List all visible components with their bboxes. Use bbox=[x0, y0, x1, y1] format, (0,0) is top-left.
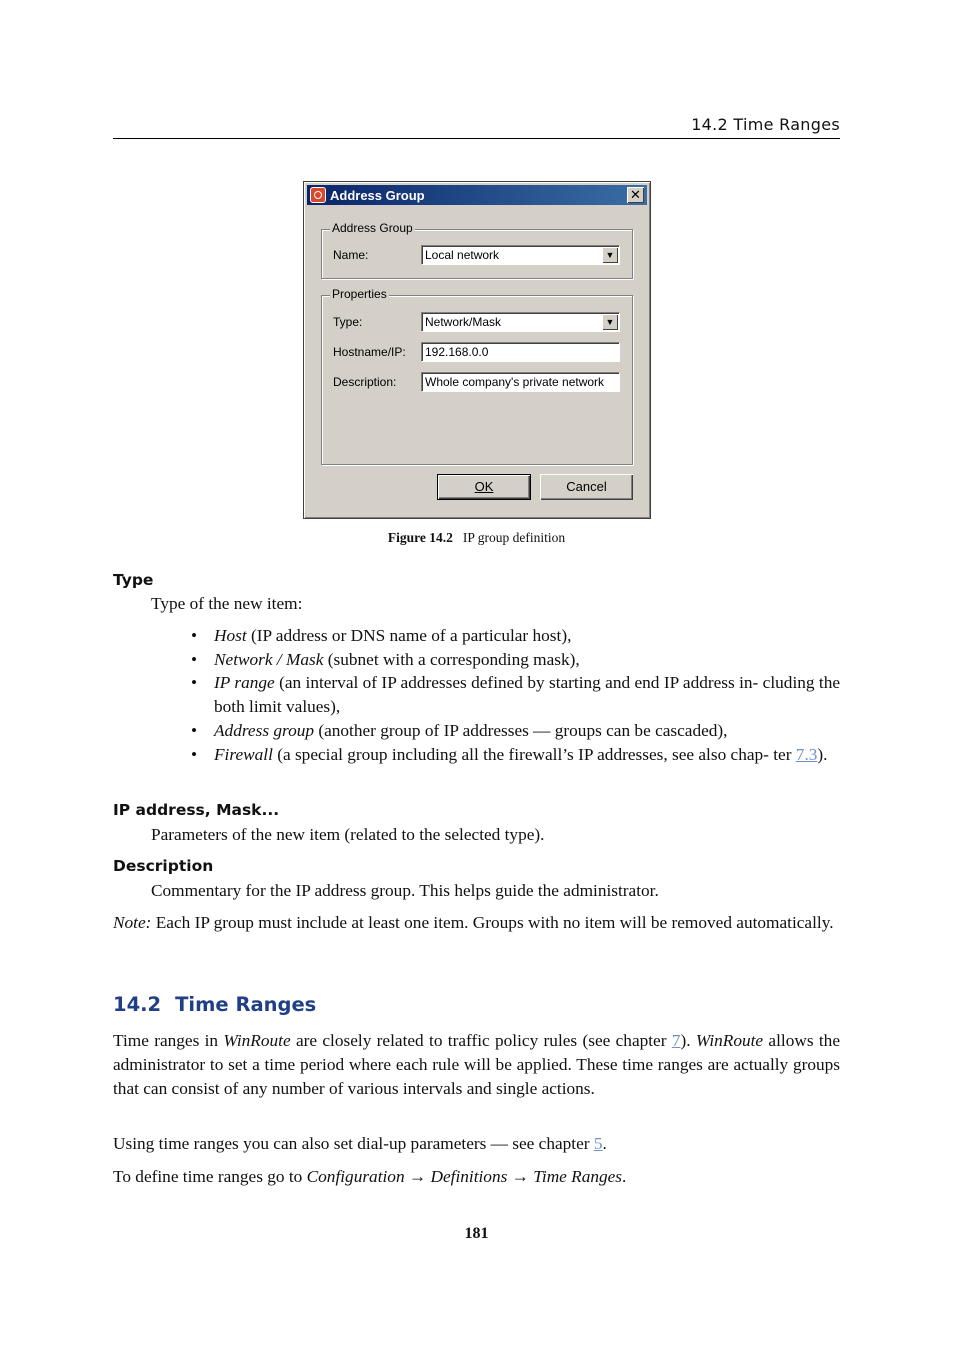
description-value: Whole company's private network bbox=[425, 375, 605, 389]
note-label: Note: bbox=[113, 913, 152, 932]
list-item: • Host (IP address or DNS name of a particular host), bbox=[191, 624, 840, 648]
description-term: Description bbox=[113, 857, 214, 875]
address-group-dialog bbox=[303, 181, 651, 519]
list-item: • Network / Mask (subnet with a corresponding mask), bbox=[191, 648, 840, 672]
properties-box bbox=[321, 287, 633, 465]
close-icon[interactable]: ✕ bbox=[627, 187, 644, 203]
chapter-link[interactable]: 7.3 bbox=[795, 744, 818, 764]
name-label: Name: bbox=[333, 248, 369, 262]
hostname-value: 192.168.0.0 bbox=[425, 345, 489, 359]
chapter-link[interactable]: 5 bbox=[593, 1134, 603, 1153]
dialog-title: Address Group bbox=[330, 188, 425, 203]
running-title: 14.2 Time Ranges bbox=[691, 115, 840, 134]
dialog-titlebar[interactable] bbox=[307, 185, 647, 205]
item-type-list bbox=[191, 624, 840, 766]
type-combobox[interactable] bbox=[421, 312, 620, 332]
type-intro: Type of the new item: bbox=[151, 594, 303, 613]
cancel-button[interactable] bbox=[540, 474, 633, 500]
address-group-legend: Address Group bbox=[332, 221, 413, 235]
name-value: Local network bbox=[425, 248, 500, 262]
cancel-label: Cancel bbox=[566, 479, 607, 494]
section-paragraph: To define time ranges go to Configuration → Definitions → Time Ranges. bbox=[113, 1167, 627, 1186]
page-number: 181 bbox=[464, 1225, 489, 1242]
section-heading bbox=[113, 993, 316, 1016]
ipmask-text: Parameters of the new item (related to the selected type). bbox=[151, 825, 545, 844]
section-title: Time Ranges bbox=[175, 993, 317, 1016]
address-group-box bbox=[321, 221, 633, 279]
note-paragraph: Note: Each IP group must include at least one item. Groups with no item will be removed automatically. bbox=[113, 913, 834, 932]
hostname-label: Hostname/IP: bbox=[333, 345, 406, 359]
figure-caption-text: IP group definition bbox=[462, 530, 566, 545]
list-item: • Address group (another group of IP addresses — groups can be cascaded), bbox=[191, 719, 840, 743]
running-header bbox=[113, 114, 840, 139]
chevron-down-icon[interactable]: ▼ bbox=[602, 247, 618, 263]
chevron-down-icon[interactable]: ▼ bbox=[602, 314, 618, 330]
ok-button[interactable] bbox=[437, 474, 531, 500]
kerio-app-icon bbox=[310, 187, 326, 203]
list-item: • Firewall (a special group including all the firewall’s IP addresses, see also chap- ter 7.3). bbox=[191, 743, 840, 767]
figure-label: Figure 14.2 bbox=[387, 530, 453, 545]
description-label: Description: bbox=[333, 375, 397, 389]
section-number: 14.2 bbox=[113, 993, 162, 1016]
type-value: Network/Mask bbox=[425, 315, 502, 329]
ipmask-term: IP address, Mask... bbox=[113, 801, 280, 819]
type-term: Type bbox=[113, 571, 154, 589]
description-text: Commentary for the IP address group. This helps guide the administrator. bbox=[151, 881, 659, 900]
name-combobox[interactable] bbox=[421, 245, 620, 265]
properties-legend: Properties bbox=[332, 287, 387, 301]
description-input[interactable] bbox=[421, 372, 620, 392]
ok-label: OK bbox=[474, 479, 494, 494]
type-label: Type: bbox=[333, 315, 363, 329]
list-item: • IP range (an interval of IP addresses defined by starting and end IP address in- cluding the both limit values), bbox=[191, 671, 840, 718]
chapter-link[interactable]: 7 bbox=[671, 1031, 681, 1050]
section-paragraph: Time ranges in WinRoute are closely related to traffic policy rules (see chapter 7). WinRoute allows the administrator to set a time period where each rule will be applied. These time ranges are actually groups that can consist of any number of various intervals and single actions. bbox=[113, 1031, 840, 1098]
section-paragraph: Using time ranges you can also set dial-up parameters — see chapter 5. bbox=[113, 1134, 607, 1153]
hostname-input[interactable] bbox=[421, 342, 620, 362]
figure-caption bbox=[113, 530, 840, 546]
